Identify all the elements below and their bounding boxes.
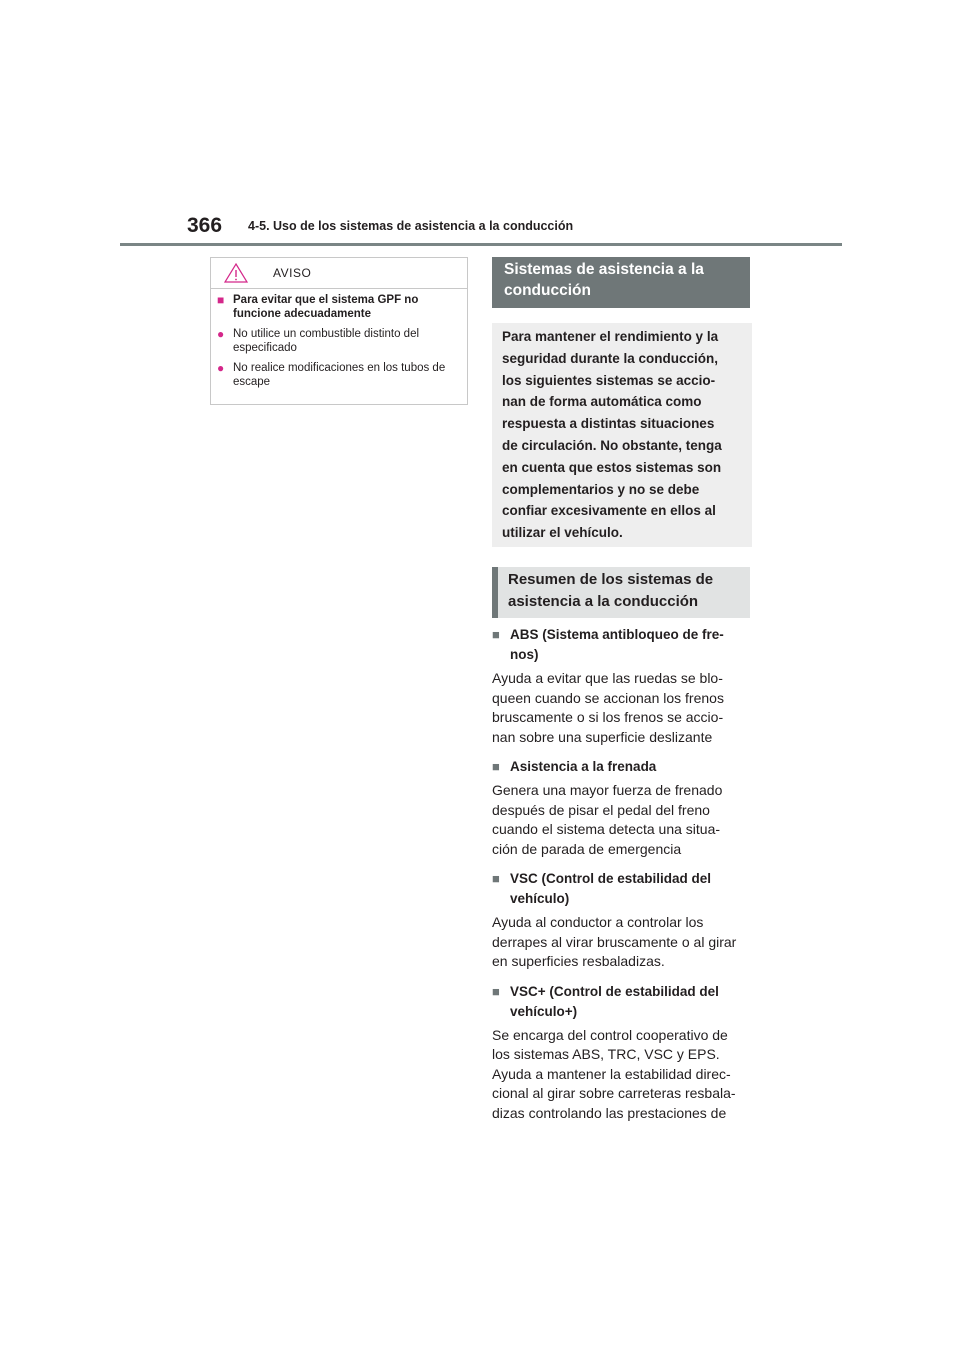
system-title-vsc-plus: [492, 982, 754, 1022]
system-desc-abs: Ayuda a evitar que las ruedas se blo- queen cuando se accionan los frenos bruscamente o si los frenos se accio- nan sobre una superficie deslizante: [492, 670, 724, 745]
system-desc-vsc: Ayuda al conductor a controlar los derrapes al virar bruscamente o al girar en superficies resbaladizas.: [492, 914, 737, 969]
intro-line: utilizar el vehículo.: [502, 525, 623, 541]
intro-line: complementarios y no se debe: [502, 481, 700, 497]
intro-line: de circulación. No obstante, tenga: [502, 437, 722, 453]
circle-bullet-icon: ●: [217, 327, 225, 341]
system-title-vsc: [492, 869, 754, 909]
square-bullet-icon: ■: [492, 983, 500, 999]
system-title-abs: [492, 625, 754, 665]
system-title-text: VSC+ (Control de estabilidad del vehículo+): [510, 983, 719, 1019]
intro-line: los siguientes sistemas se accio-: [502, 372, 716, 388]
square-bullet-icon: ■: [217, 293, 225, 307]
warning-item: [217, 327, 457, 355]
intro-line: confiar excesivamente en ellos al: [502, 503, 716, 519]
warning-triangle-icon: [223, 262, 249, 289]
warning-item: [217, 361, 457, 389]
system-title-text: Asistencia a la frenada: [510, 759, 657, 774]
system-title-text: ABS (Sistema antibloqueo de fre- nos): [510, 627, 724, 662]
warning-item-text: No utilice un combustible distinto del especificado: [233, 328, 420, 354]
intro-line: respuesta a distintas situaciones: [502, 416, 715, 432]
intro-line: nan de forma automática como: [502, 394, 702, 410]
section-title: 4-5. Uso de los sistemas de asistencia a la conducción: [248, 219, 574, 233]
main-heading: Sistemas de asistencia a la conducción: [492, 257, 750, 308]
system-desc-vsc-plus: Se encarga del control cooperativo de los sistemas ABS, TRC, VSC y EPS. Ayuda a mantener la estabilidad direc- cional al girar sobre carreteras resbala- dizas controlando las prestaciones de: [492, 1026, 736, 1121]
intro-line: Para mantener el rendimiento y la: [502, 329, 719, 344]
warning-body: [211, 289, 467, 389]
warning-heading: [217, 293, 457, 321]
warning-box: [210, 257, 468, 405]
intro-box: [492, 323, 752, 547]
system-desc-brake-assist: Genera una mayor fuerza de frenado después de pisar el pedal del freno cuando el sistema detecta una situa- ción de parada de emergencia: [492, 782, 723, 857]
intro-line: en cuenta que estos sistemas son: [502, 459, 722, 475]
page-number: 366: [187, 214, 223, 237]
warning-item-text: No realice modificaciones en los tubos de escape: [233, 362, 446, 388]
warning-label: AVISO: [273, 266, 312, 280]
circle-bullet-icon: ●: [217, 361, 225, 375]
square-bullet-icon: ■: [492, 759, 500, 774]
system-title-text: VSC (Control de estabilidad del vehículo): [510, 871, 712, 906]
subheading: Resumen de los sistemas de asistencia a la conducción: [492, 567, 750, 618]
system-title-brake-assist: [492, 757, 754, 777]
intro-line: seguridad durante la conducción,: [502, 350, 719, 366]
warning-heading-text: Para evitar que el sistema GPF no funcione adecuadamente: [233, 294, 419, 320]
header-rule: [120, 243, 842, 246]
systems-list: [492, 625, 754, 1123]
square-bullet-icon: ■: [492, 627, 500, 642]
warning-header: [211, 258, 467, 289]
square-bullet-icon: ■: [492, 871, 500, 886]
